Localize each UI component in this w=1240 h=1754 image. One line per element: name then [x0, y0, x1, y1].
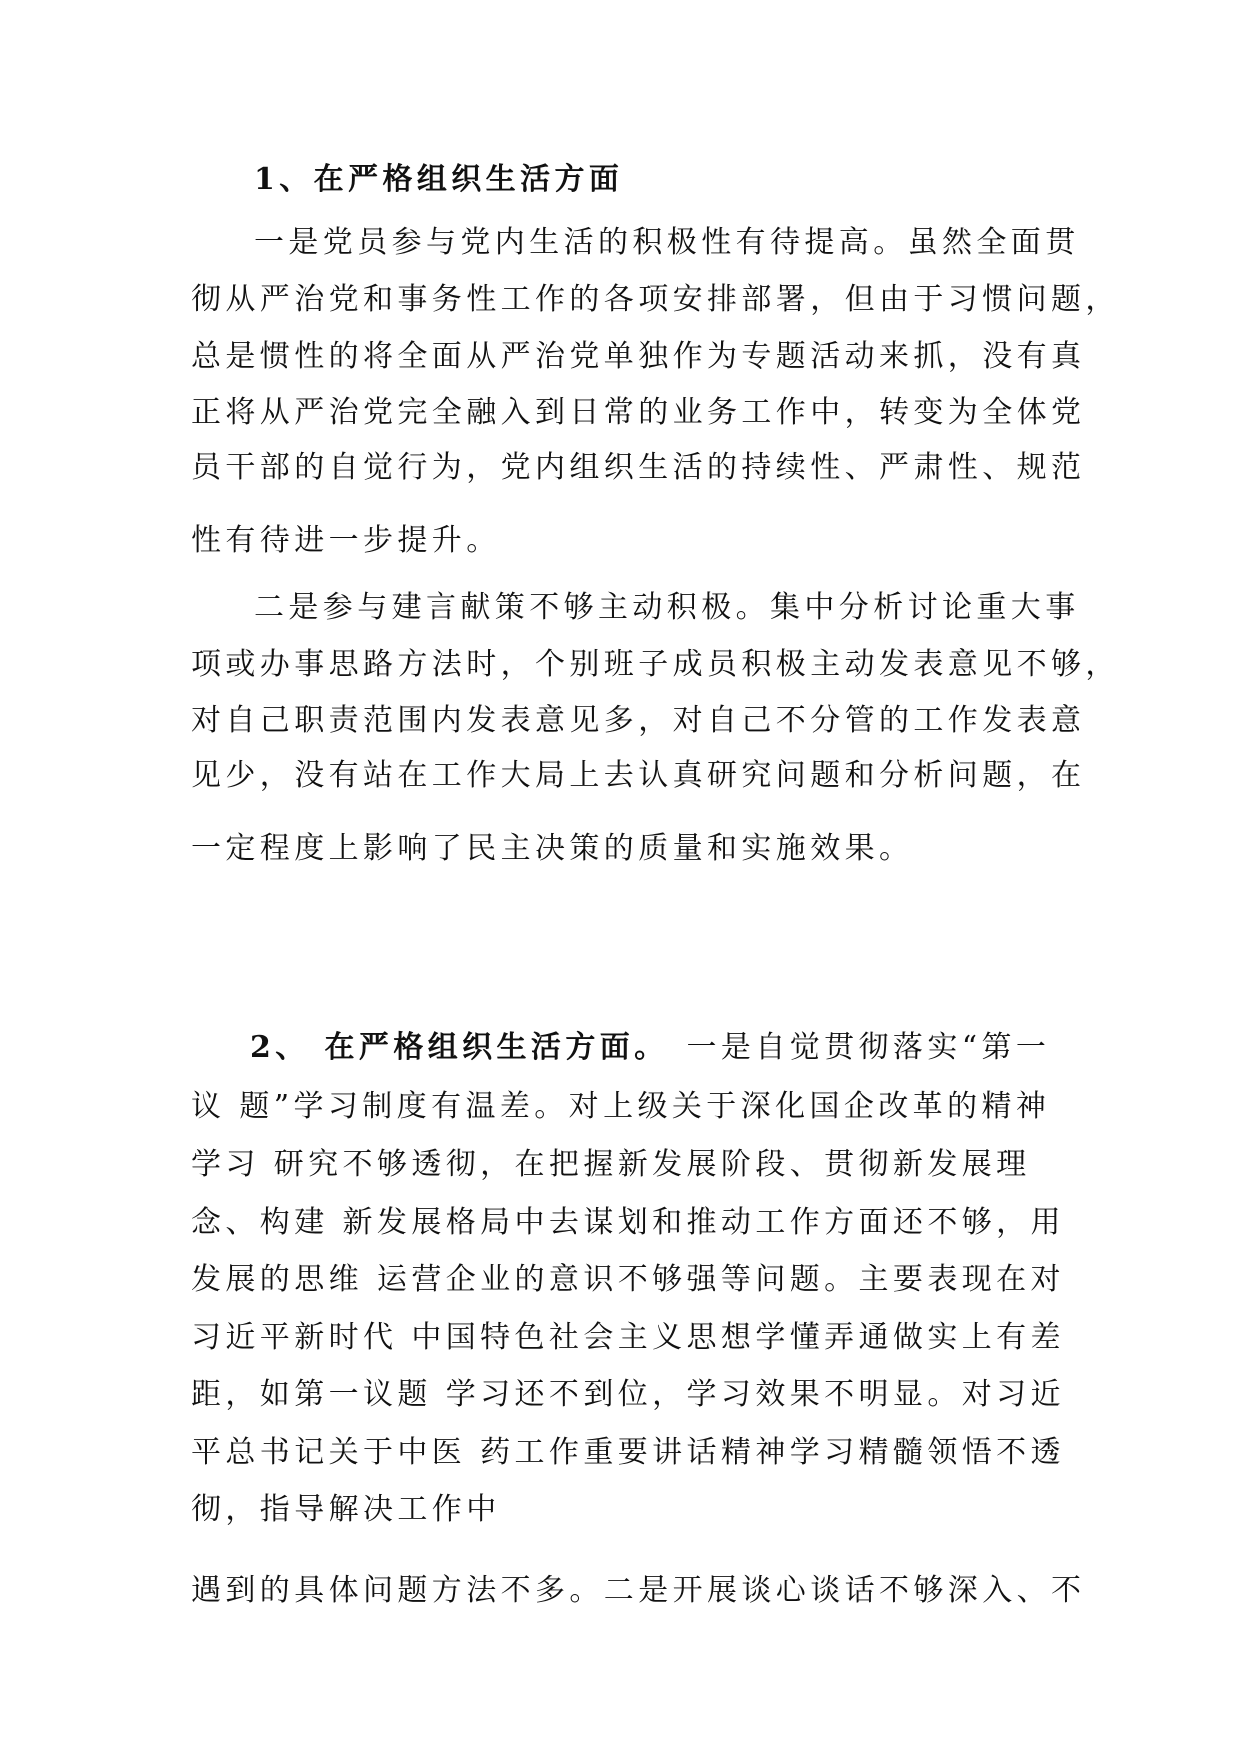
section2-line: 平总书记关于中医 药工作重要讲话精神学习精髓领悟不透: [191, 1435, 1065, 1470]
section1-para1-line: 一是党员参与党内生活的积极性有待提高。虽然全面贯: [254, 225, 1080, 260]
section2-line: 习近平新时代 中国特色社会主义思想学懂弄通做实上有差: [191, 1320, 1065, 1355]
section1-para1-line: 总是惯性的将全面从严治党单独作为专题活动来抓，没有真: [191, 339, 1086, 374]
section2-first-line: [250, 1028, 1050, 1068]
section2-first-line-text: 一是自觉贯彻落实“第一: [686, 1030, 1051, 1065]
section1-para2-line: 项或办事思路方法时，个别班子成员积极主动发表意见不够，: [191, 647, 1120, 682]
section1-para2-line: 对自己职责范围内发表意见多，对自己不分管的工作发表意: [191, 703, 1086, 738]
section1-para1-line: 员干部的自觉行为，党内组织生活的持续性、严肃性、规范: [191, 450, 1086, 485]
section1-para2-line: 见少，没有站在工作大局上去认真研究问题和分析问题，在: [191, 758, 1086, 793]
section2-line: 发展的思维 运营企业的意识不够强等问题。主要表现在对: [191, 1262, 1065, 1297]
section1-para2-line: 一定程度上影响了民主决策的质量和实施效果。: [191, 831, 914, 866]
section1-para1-line: 性有待进一步提升。: [191, 523, 501, 558]
section1-para1-line: 正将从严治党完全融入到日常的业务工作中，转变为全体党: [191, 395, 1086, 430]
section2-line: 议 题”学习制度有温差。对上级关于深化国企改革的精神: [191, 1089, 1051, 1124]
section1-para1-line: 彻从严治党和事务性工作的各项安排部署，但由于习惯问题，: [191, 282, 1120, 317]
section1-heading: 1、在严格组织生活方面: [254, 162, 624, 197]
section2-heading: 2、 在严格组织生活方面。: [250, 1030, 669, 1065]
section2-line: 彻，指导解决工作中: [191, 1492, 501, 1527]
section2-line: 距，如第一议题 学习还不到位，学习效果不明显。对习近: [191, 1377, 1065, 1412]
section2-line: 念、构建 新发展格局中去谋划和推动工作方面还不够，用: [191, 1205, 1065, 1240]
section1-para2-line: 二是参与建言献策不够主动积极。集中分析讨论重大事: [254, 590, 1080, 625]
section2-line: 学习 研究不够透彻，在把握新发展阶段、贯彻新发展理: [191, 1147, 1031, 1182]
section2-line: 遇到的具体问题方法不多。二是开展谈心谈话不够深入、不: [191, 1573, 1086, 1608]
